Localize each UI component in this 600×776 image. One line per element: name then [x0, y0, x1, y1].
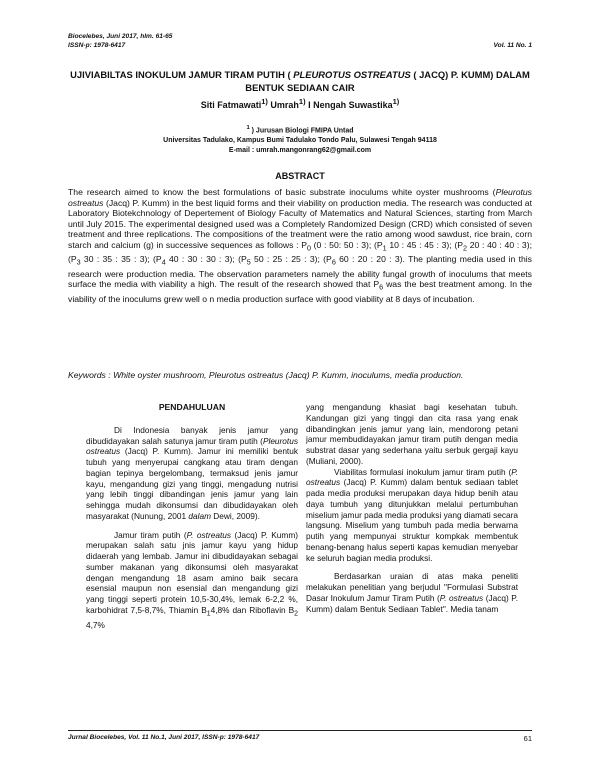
page-number: 61: [523, 734, 532, 743]
keywords-text: White oyster mushroom, Pleurotus ostreatus (Jacq) P. Kumm, inoculums, media production.: [113, 370, 464, 380]
column-right: [306, 402, 518, 614]
paper-title: UJIVIABILTAS INOKULUM JAMUR TIRAM PUTIH ( PLEUROTUS OSTREATUS ( JACQ) P. KUMM) DALAM BENTUK SEDIAAN CAIR: [70, 69, 530, 93]
paragraph: yang mengandung khasiat bagi kesehatan tubuh. Kandungan gizi yang tinggi dan cita rasa yang enak dibandingkan jenis jamur yang lain, mendorong petani jamur membudidayakan jamur tiram putih dengan media substrat dasar yang sederhana yaitu serbuk gergaji kayu (Muliani, 2000).: [306, 402, 518, 466]
section-heading: PENDAHULUAN: [158, 402, 226, 412]
journal-line: Biocelebes, Juni 2017, hlm. 61-65: [68, 33, 173, 40]
column-left: [86, 402, 298, 631]
paragraph: Jamur tiram putih (P. ostreatus (Jacq) P. Kumm) merupakan salah satu jnis jamur kayu yang hidup didaerah yang lembab. Jamur ini dibudidayakan sebagai sumber makanan yang dikonsumsi oleh masyarakat dengan mengandung 18 asam amino baik secara esensial maupun non esensial dan mengandung gizi yang tinggi seperti protein 10,5-30,4%, lemak 6-2,2 %, karbohidrat 7,5-8,7%, Thiamin $B_14,8\%$ dan Riboflavin $B_2$ 4,7%: [86, 529, 298, 631]
volume-label: Vol. 11 No. 1: [493, 42, 532, 49]
author-1: Siti Fatmawati: [200, 100, 262, 110]
running-header: [68, 33, 172, 50]
title-species: PLEUROTUS OSTREATUS: [293, 69, 411, 80]
paragraph: Viabilitas formulasi inokulum jamur tiram putih (P. ostreatus (Jacq) P. Kumm) dalam bentuk sediaan tablet pada media produksi merupakan daya hidup benih atau daya tumbuh yang ditunjukkan melalui pertumbuhan miselium jamur pada media produksi yang diamati secara langsung. Miselium yang tumbuh pada media berwarna putih yang mempunyai struktur kompkak membentuk benang-benang halus seperti kapas kemudian menyebar ke seluruh bagian media produksi.: [306, 466, 518, 563]
paragraph: Berdasarkan uraian di atas maka peneliti melakukan penelitian yang berjudul "Formulasi Substrat Dasar Inokulum Jamur Tiram Putih (P. ostreatus (Jacq) P. Kumm) dalam Bentuk Sediaan Tablet". Media tanam: [306, 571, 519, 614]
footer-divider: [68, 730, 532, 731]
issn-line: ISSN-p: 1978-6417: [68, 41, 126, 49]
keywords-label: Keywords :: [68, 370, 114, 380]
affiliation: $^1$ ) Jurusan Biologi FMIPA Untad Universitas Tadulako, Kampus Bumi Tadulako Tondo Palu, Sulawesi Tengah 94118 E-mail : umrah.mangonrang62@gmail.com: [68, 124, 532, 155]
abstract-body: The research aimed to know the best formulations of basic substrate inoculums white oyster mushrooms (Pleurotus ostreatus (Jacq) P. Kumm) in the best liquid forms and their viability on production media. The research was conducted at Laboratory Biotekchnology of Depertement of Biology Faculty of Matematics and Natural Sciences, starting from March until July 2015. The experimental designed used was a Completely Randomized Design (CRD) which consisted of seven treatment and three replications. The compositions of the treatment were the ratio among wood sawdust, rice brain, corn starch and calcium (g) in successive sequences as follows : $P_0$ (0 : 50: 50 : 3); ($P_1$ 10 : 45 : 45 : 3); ($P_2$ 20 : 40 : 40 : 3); ($P_3$ 30 : 35 : 35 : 3); ($P_4$ 40 : 30 : 30 : 3); ($P_5$ 50 : 25 : 25 : 3); ($P_6$ 60 : 20 : 20 : 3). The planting media used in this research were production media. The observation parameters namely the ability fungal growth of inoculums that meets surface the media with viability a high. The result of the research showed that $P_6$ was the best treatment among. In the viability of the inoculums grew well o n media production surface with good viability at 8 days of incubation.: [68, 187, 532, 304]
author-list: Siti Fatmawati$^{1)}$ Umrah$^{1)}$ I Nengah Suwastika$^{1)}$: [200, 97, 400, 110]
affiliation-dept: ) Jurusan Biologi FMIPA Untad: [249, 127, 354, 135]
abstract-heading: ABSTRACT: [275, 171, 325, 181]
footer-citation: Jurnal Biocelebes, Vol. 11 No.1, Juni 2017, ISSN-p: 1978-6417: [68, 734, 260, 741]
author-2: Umrah: [270, 100, 299, 110]
paragraph: Di Indonesia banyak jenis jamur yang dibudidayakan salah satunya jamur tiram putih (Pleurotus ostreatus (Jacq) P. Kumm). Jamur ini memiliki bentuk tubuh yang menyerupai cangkang atau tiram dengan bagian tepinya bergelombang, termaksud jenis jamur kayu, mengandung gizi yang tinggi, mengadung nutrisi yang lebih tinggi dibandingan jenis jamur yang lain sehingga mudah dikonsumsi dan dibudidayakan oleh masyarakat (Nunung, 2001 dalam Dewi, 2009).: [86, 424, 298, 521]
affiliation-email: E-mail : umrah.mangonrang62@gmail.com: [228, 146, 372, 154]
keywords: [68, 370, 532, 381]
affiliation-univ: Universitas Tadulako, Kampus Bumi Tadulako Tondo Palu, Sulawesi Tengah 94118: [163, 137, 437, 145]
author-3: I Nengah Suwastika: [308, 100, 393, 110]
